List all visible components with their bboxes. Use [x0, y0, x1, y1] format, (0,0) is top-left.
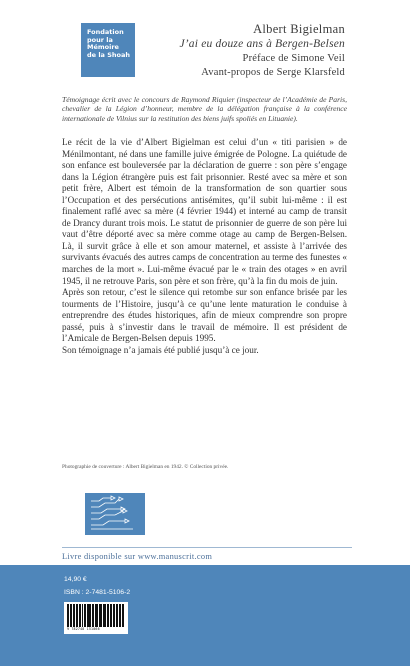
bottom-band: [0, 565, 410, 666]
barcode-bar: [105, 604, 106, 627]
logo-line: pour la: [87, 35, 113, 44]
barcode-bar: [123, 604, 124, 627]
foreword-line: Avant-propos de Serge Klarsfeld: [201, 67, 345, 78]
foundation-logo: [81, 23, 135, 77]
availability-notice: Livre disponible sur www.manuscrit.com: [62, 552, 213, 561]
logo-line: de la Shoah: [87, 50, 130, 59]
barcode: [64, 602, 128, 634]
barcode-bar: [114, 604, 116, 627]
cover-header: [140, 22, 345, 80]
blurb-paragraph: Son témoignage n’a jamais été publié jusqu’à ce jour.: [62, 344, 259, 355]
blurb-paragraph: Le récit de la vie d’Albert Bigielman est celui d’un « titi parisien » de Ménilmontant, né dans une famille juive émigrée de Pologne. La quiétude de son enfance est bouleversée par la déclaration de guerre : son père s’engage dans la Légion étrangère puis est fait prisonnier. Resté avec sa mère et son petit frère, Albert est témoin de la transformation de son quartier sous l’Occupation et des persécutions antisémites, qu’il subit lui-même : il est finalement raflé avec sa mère (4 février 1944) et interné au camp de transit de Drancy durant trois mois. Le statut de prisonnier de guerre de son père lui vaut d’être déporté avec sa mère comme otage au camp de Bergen-Belsen. Là, il survit grâce à elle et son amour maternel, et assiste à l’arrivée des survivants évacués des autres camps de concentration au terme des funestes « marches de la mort ». Lui-même évacué par le « train des otages » en avril 1945, il ne retrouve Paris, son père et son frère, qu’à la fin du mois de juin.: [62, 137, 347, 286]
photo-credit: Photographie de couverture : Albert Bigielman en 1942. © Collection privée.: [62, 464, 229, 470]
publisher-emblem-icon: [85, 493, 145, 535]
blurb-paragraph: Après son retour, c’est le silence qui retombe sur son enfance brisée par les tourments de l’Histoire, jusqu’à ce qu’une lente maturation le conduise à entreprendre des études historiques, afin de mieux comprendre son propre passé, puis à s’investir dans le travail de mémoire. Il est président de l’Amicale de Bergen-Belsen depuis 1995.: [62, 287, 347, 344]
testimony-note: Témoignage écrit avec le concours de Raymond Riquier (inspecteur de l’Académie de Paris, chevalier de la Légion d’honneur, membre de la délégation française à la conférence internationale de Vilnius sur la restitution des biens juifs spoliés en Lituanie).: [62, 95, 347, 123]
book-title: J’ai eu douze ans à Bergen-Belsen: [179, 38, 345, 50]
barcode-bar: [93, 604, 94, 627]
logo-line: Fondation: [87, 28, 124, 36]
divider-line: [62, 547, 352, 548]
isbn-label: ISBN : 2-7481-5106-2: [64, 589, 131, 596]
logo-line: Mémoire: [87, 43, 119, 52]
blurb-text: [62, 137, 347, 356]
barcode-bar: [77, 604, 78, 627]
barcode-bar: [84, 604, 85, 627]
price-label: 14,90 €: [64, 576, 87, 583]
barcode-digits: 9 782748 151066: [67, 627, 100, 631]
barcode-bars: [67, 604, 125, 627]
barcode-bar: [74, 604, 76, 627]
publisher-logo-icon: [85, 493, 145, 535]
author-name: Albert Bigielman: [253, 22, 345, 36]
preface-line: Préface de Simone Veil: [242, 53, 345, 64]
